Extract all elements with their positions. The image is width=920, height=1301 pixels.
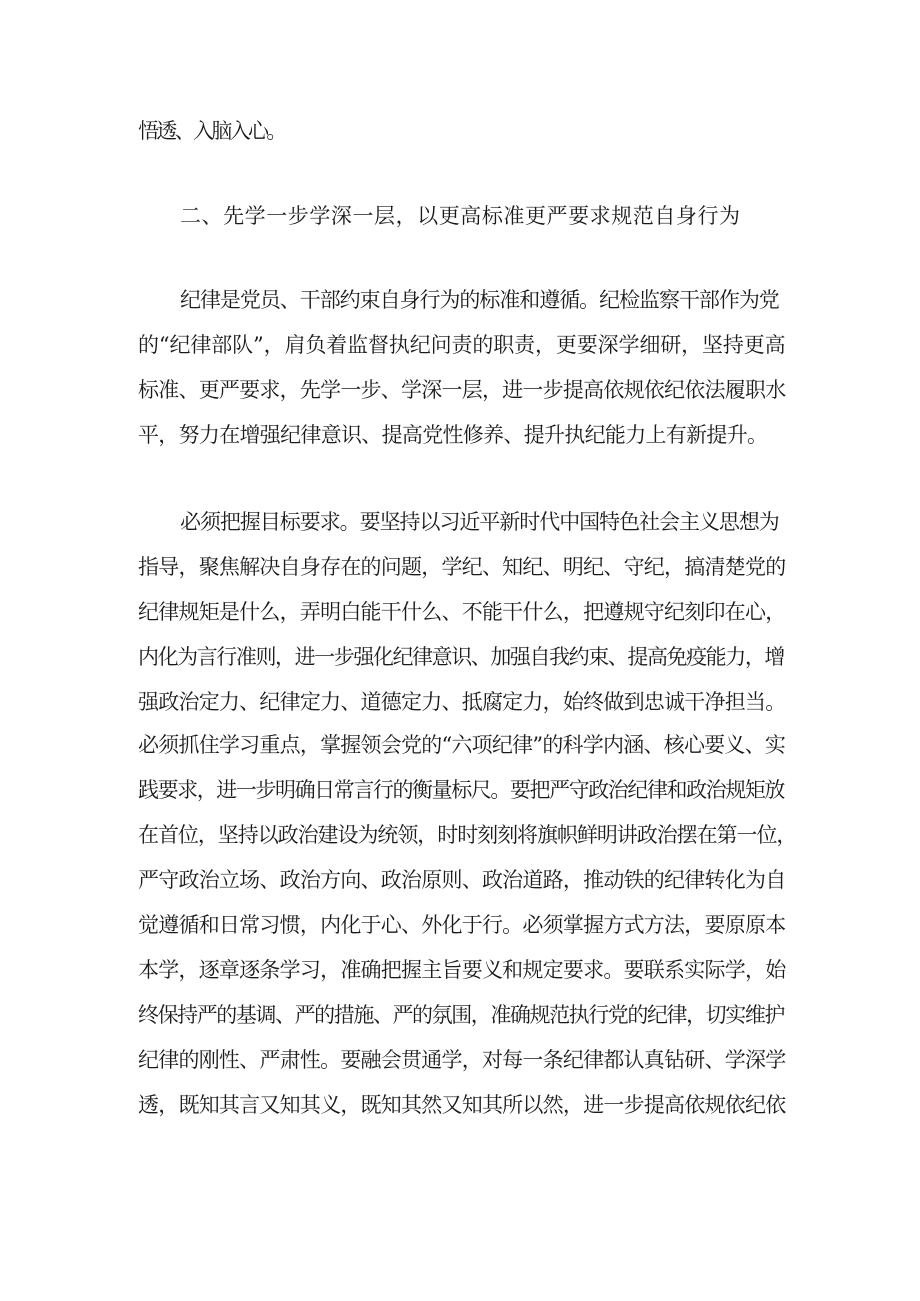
text-line-continuation: 悟透、入脑入心。 — [138, 119, 285, 143]
paragraph-2-line-8: 在首位，坚持以政治建设为统领，时时刻刻将旗帜鲜明讲政治摆在第一位， — [138, 823, 797, 847]
paragraph-2-line-4: 内化为言行准则，进一步强化纪律意识、加强自我约束、提高免疫能力，增 — [138, 645, 784, 669]
paragraph-2-line-1: 必须把握目标要求。要坚持以习近平新时代中国特色社会主义思想为 — [180, 510, 779, 534]
section-heading: 二、先学一步学深一层，以更高标准更严要求规范自身行为 — [180, 204, 741, 228]
paragraph-1-line-2: 的“纪律部队”，肩负着监督执纪问责的职责，更要深学细研，坚持更高 — [138, 333, 786, 357]
paragraph-2-line-14: 透，既知其言又知其义，既知其然又知其所以然，进一步提高依规依纪依 — [138, 1093, 786, 1117]
paragraph-2-line-7: 践要求，进一步明确日常言行的衡量标尺。要把严守政治纪律和政治规矩放 — [138, 778, 784, 802]
paragraph-2-line-10: 觉遵循和日常习惯，内化于心、外化于行。必须掌握方式方法，要原原本 — [138, 913, 786, 937]
paragraph-2-line-11: 本学，逐章逐条学习，准确把握主旨要义和规定要求。要联系实际学，始 — [138, 958, 786, 982]
paragraph-2-line-13: 纪律的刚性、严肃性。要融会贯通学，对每一条纪律都认真钻研、学深学 — [138, 1048, 786, 1072]
paragraph-1-line-1: 纪律是党员、干部约束自身行为的标准和遵循。纪检监察干部作为党 — [180, 288, 779, 312]
paragraph-1-line-4: 平，努力在增强纪律意识、提高党性修养、提升执纪能力上有新提升。 — [138, 423, 768, 447]
paragraph-2-line-2: 指导，聚焦解决自身存在的问题，学纪、知纪、明纪、守纪，搞清楚党的 — [138, 555, 786, 579]
paragraph-2-line-6: 必须抓住学习重点，掌握领会党的“六项纪律”的科学内涵、核心要义、实 — [138, 733, 786, 757]
paragraph-2-line-5: 强政治定力、纪律定力、道德定力、抵腐定力，始终做到忠诚干净担当。 — [138, 690, 786, 714]
paragraph-1-line-3: 标准、更严要求，先学一步、学深一层，进一步提高依规依纪依法履职水 — [138, 378, 786, 402]
paragraph-2-line-12: 终保持严的基调、严的措施、严的氛围，准确规范执行党的纪律，切实维护 — [138, 1003, 784, 1027]
paragraph-2-line-9: 严守政治立场、政治方向、政治原则、政治道路，推动铁的纪律转化为自 — [138, 868, 786, 892]
paragraph-2-line-3: 纪律规矩是什么，弄明白能干什么、不能干什么，把遵规守纪刻印在心， — [138, 600, 786, 624]
